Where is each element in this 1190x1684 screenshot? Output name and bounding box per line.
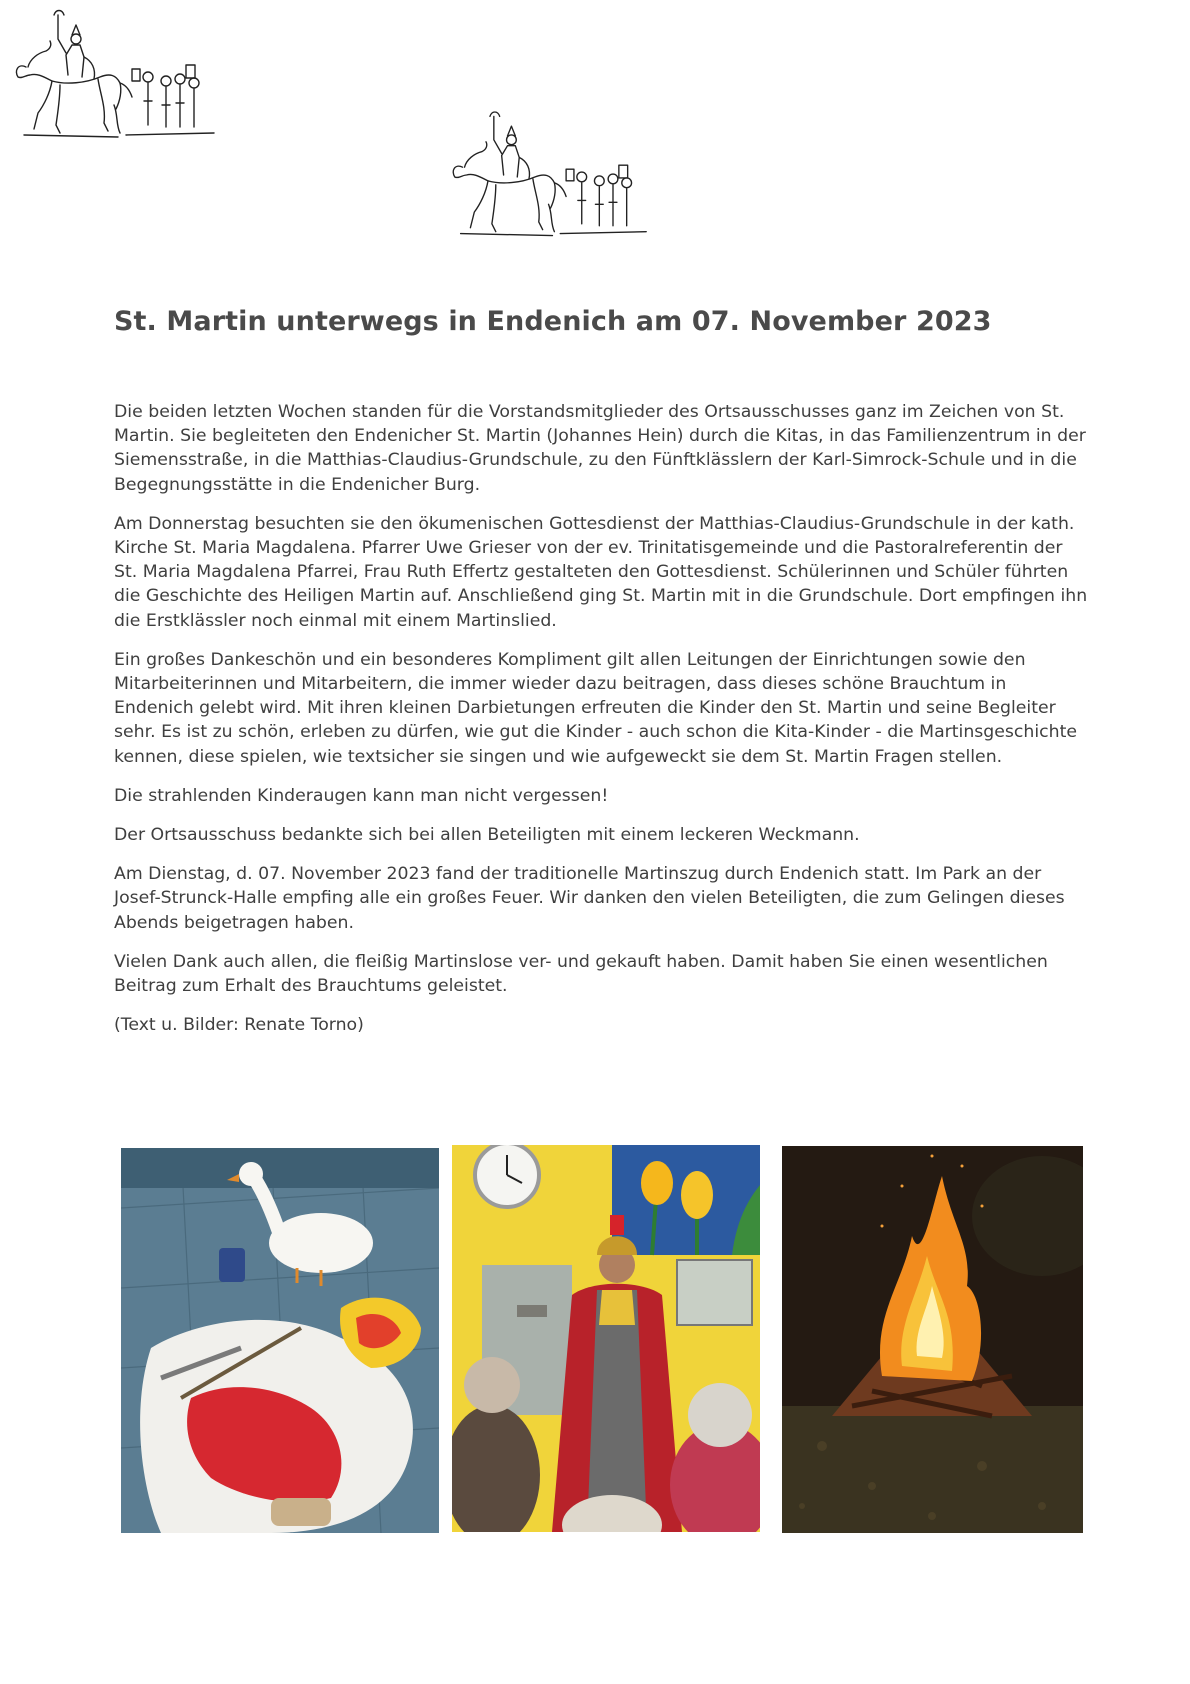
martin-bonfire-photo-icon	[782, 1146, 1083, 1533]
article-body	[114, 400, 1089, 1052]
article-paragraph: Die strahlenden Kinderaugen kann man nicht vergessen!	[114, 785, 609, 806]
page-title: St. Martin unterwegs in Endenich am 07. November 2023	[114, 306, 992, 337]
st-martin-rider-icon	[445, 105, 655, 245]
article-paragraph: Ein großes Dankeschön und ein besonderes Kompliment gilt allen Leitungen der Einrichtungen sowie den Mitarbeiterinnen und Mitarbeitern, die immer wieder dazu beitragen, dass dieses schöne Brauchtum in Endenich gelebt wird. Mit ihren kleinen Darbietungen erfreuten die Kinder den St. Martin und seine Begleiter sehr. Es ist zu schön, erleben zu dürfen, wie gut die Kinder - auch schon die Kita-Kinder - die Martinsgeschichte kennen, diese spielen, wie textsicher sie singen und wie aufgeweckt sie dem St. Martin Fragen stellen.	[114, 649, 1078, 767]
article-paragraph: Am Dienstag, d. 07. November 2023 fand der traditionelle Martinszug durch Endenich statt. Im Park an der Josef-Strunck-Halle empfing alle ein großes Feuer. Wir danken den vielen Beteiligten, die zum Gelingen dieses Abends beigetragen haben.	[114, 864, 1065, 933]
article-paragraph: Der Ortsausschuss bedankte sich bei allen Beteiligten mit einem leckeren Weckmann.	[114, 825, 860, 846]
article-paragraph: Die beiden letzten Wochen standen für die Vorstandsmitglieder des Ortsausschusses ganz im Zeichen von St. Martin. Sie begleiteten den Endenicher St. Martin (Johannes Hein) durch die Kitas, in das Familienzentrum in der Siemensstraße, in die Matthias-Claudius-Grundschule, zu den Fünftklässlern der Karl-Simrock-Schule und in die Begegnungsstätte in die Endenicher Burg.	[114, 402, 1086, 495]
article-paragraph: Am Donnerstag besuchten sie den ökumenischen Gottesdienst der Matthias-Claudius-Grundschule in der kath. Kirche St. Maria Magdalena. Pfarrer Uwe Grieser von der ev. Trinitatisgemeinde und die Pastoralreferentin der St. Maria Magdalena Pfarrei, Frau Ruth Effertz gestalteten den Gottesdienst. Schülerinnen und Schüler führten die Geschichte des Heiligen Martin auf. Anschließend ging St. Martin mit in die Grundschule. Dort empfingen ihn die Erstklässler noch einmal mit einem Martinslied.	[114, 513, 1088, 631]
goose-and-cloak-photo-icon	[121, 1148, 439, 1533]
photo-credit: (Text u. Bilder: Renate Torno)	[114, 1015, 364, 1036]
st-martin-rider-icon	[8, 5, 223, 145]
st-martin-costume-photo-icon	[452, 1145, 760, 1532]
article-paragraph: Vielen Dank auch allen, die fleißig Martinslose ver- und gekauft haben. Damit haben Sie einen wesentlichen Beitrag zum Erhalt des Brauchtums geleistet.	[114, 951, 1048, 997]
